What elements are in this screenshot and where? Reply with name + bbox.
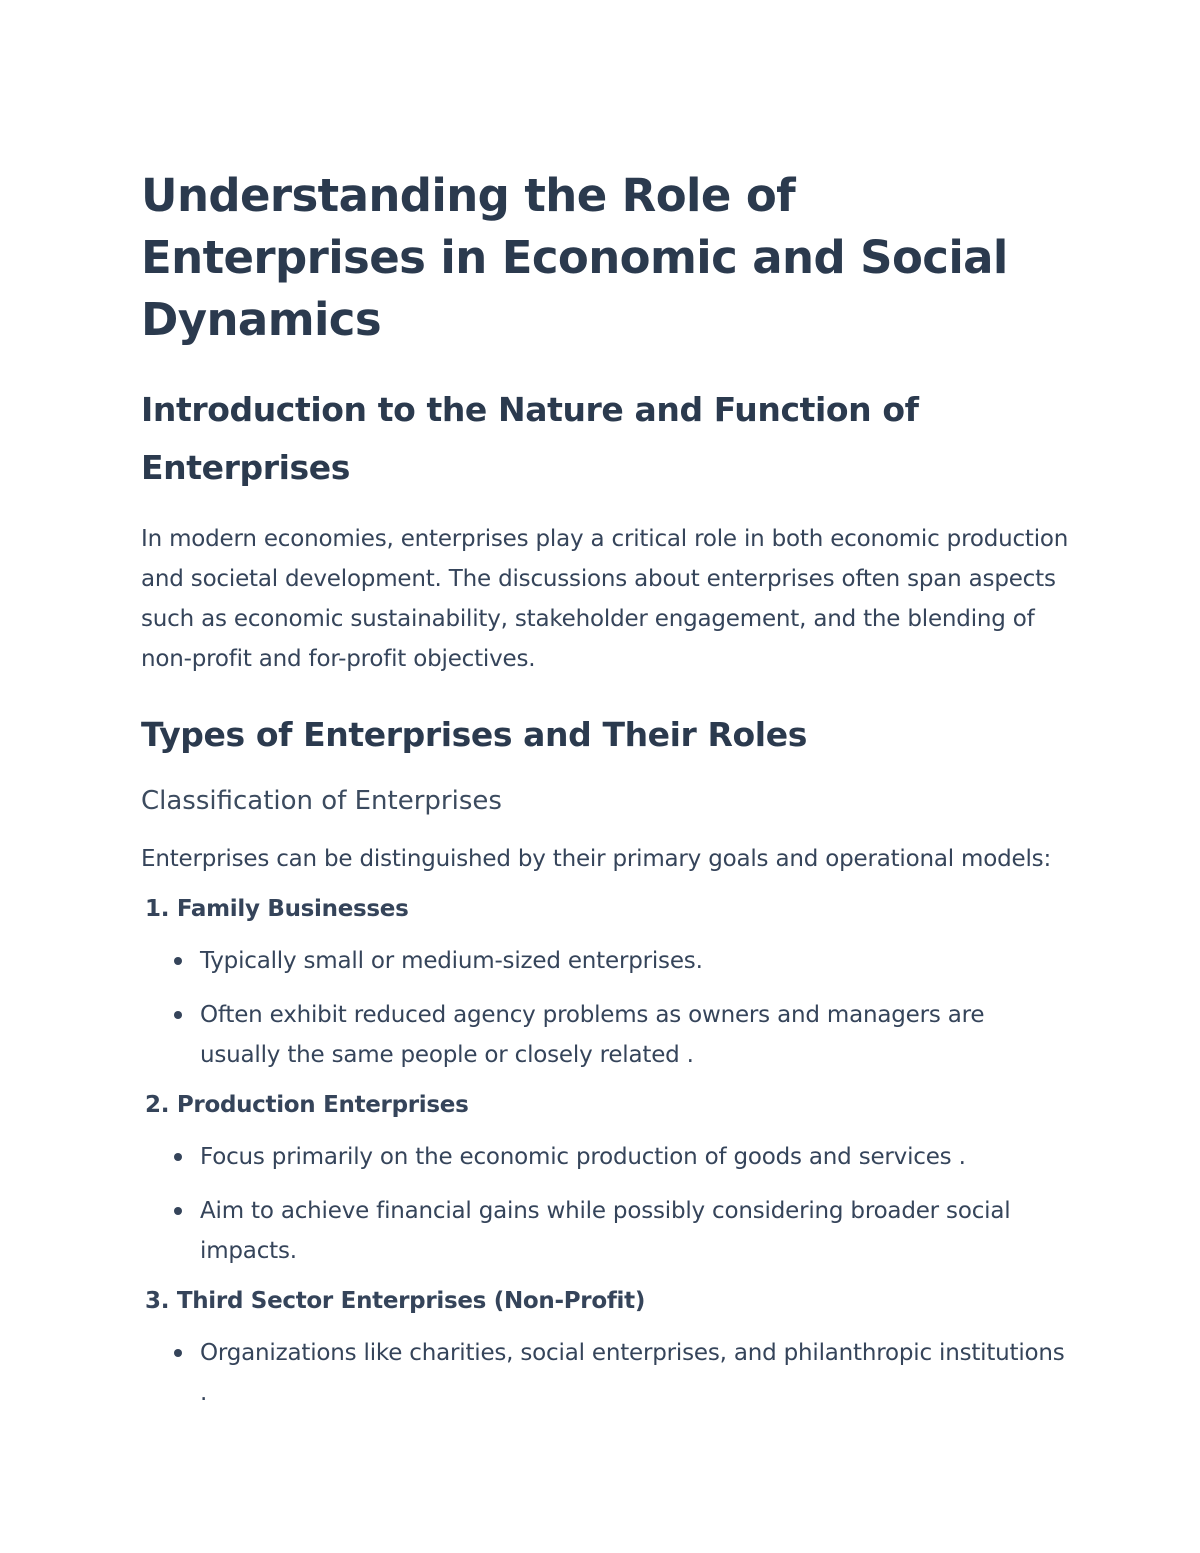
bullet-text: Aim to achieve financial gains while possibly considering broader social impacts. [200, 1198, 1011, 1264]
list-item-title: 1. Family Businesses [145, 896, 409, 922]
bullet-icon [174, 1011, 182, 1019]
bullet-item [141, 1137, 1071, 1177]
list-item-title: 2. Production Enterprises [145, 1092, 469, 1118]
classification-heading: Classification of Enterprises [141, 786, 502, 816]
bullet-icon [174, 1153, 182, 1161]
bullet-text: Typically small or medium-sized enterprises. [200, 948, 703, 974]
bullet-list [141, 941, 1071, 1075]
list-item [141, 1283, 1071, 1413]
bullet-item [141, 1191, 1071, 1271]
enterprise-types-list [141, 891, 1071, 1413]
document-page [141, 165, 1071, 1413]
bullet-text: Focus primarily on the economic production of goods and services . [200, 1144, 966, 1170]
bullet-text: Organizations like charities, social enterprises, and philanthropic institutions . [200, 1340, 1065, 1406]
bullet-icon [174, 1207, 182, 1215]
bullet-item [141, 941, 1071, 981]
list-item-title: 3. Third Sector Enterprises (Non-Profit) [145, 1288, 646, 1314]
intro-paragraph: In modern economies, enterprises play a critical role in both economic production and societal development. The discussions about enterprises often span aspects such as economic sustainability, stakeholder engagement, and the blending of non-profit and for-profit objectives. [141, 526, 1069, 672]
list-item [141, 891, 1071, 1075]
bullet-list [141, 1333, 1071, 1413]
document-title: Understanding the Role of Enterprises in Economic and Social Dynamics [141, 169, 1008, 346]
bullet-text: Often exhibit reduced agency problems as owners and managers are usually the same people or closely related . [200, 1002, 985, 1068]
bullet-icon [174, 1349, 182, 1357]
bullet-item [141, 1333, 1071, 1413]
bullet-icon [174, 957, 182, 965]
intro-heading: Introduction to the Nature and Function of Enterprises [141, 390, 919, 487]
bullet-list [141, 1137, 1071, 1271]
list-item [141, 1087, 1071, 1271]
classification-paragraph: Enterprises can be distinguished by their primary goals and operational models: [141, 846, 1051, 872]
types-heading: Types of Enterprises and Their Roles [141, 715, 807, 754]
bullet-item [141, 995, 1071, 1075]
